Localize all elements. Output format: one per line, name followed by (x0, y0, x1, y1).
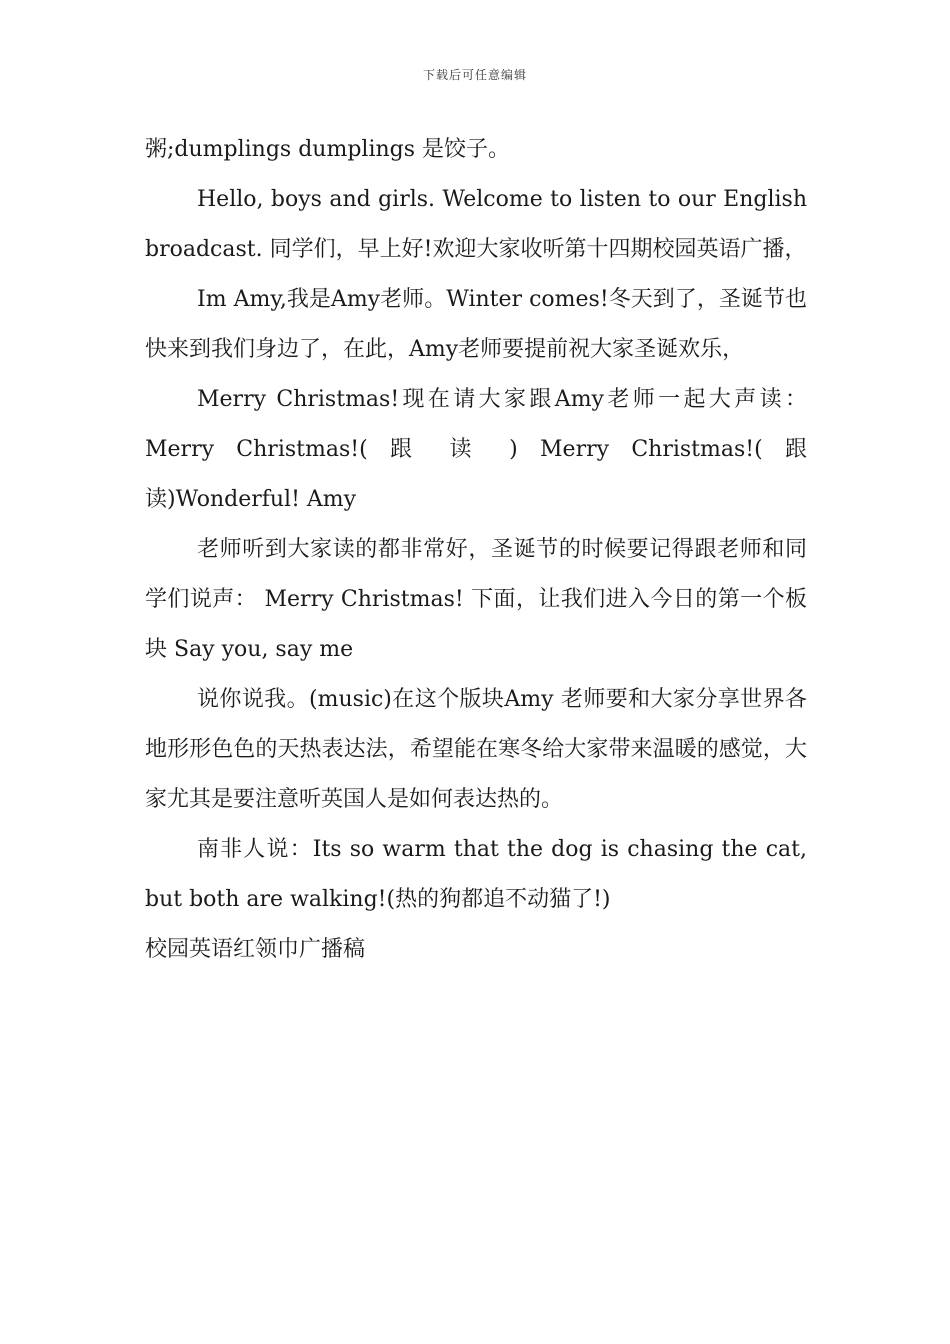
paragraph-5: 老师听到大家读的都非常好，圣诞节的时候要记得跟老师和同学们说声： Merry Christmas! 下面，让我们进入今日的第一个板块 Say you, say me (145, 537, 807, 662)
document-body (145, 125, 807, 975)
paragraph-7: 南非人说：Its so warm that the dog is chasing the cat, but both are walking!(热的狗都追不动猫了!) (145, 837, 807, 912)
paragraph-8: 校园英语红领巾广播稿 (145, 937, 366, 962)
page-header: 下载后可任意编辑 (422, 68, 527, 82)
paragraph-2: Hello, boys and girls. Welcome to listen to our English broadcast. 同学们，早上好!欢迎大家收听第十四期校园英语广播， (145, 187, 807, 262)
paragraph-1: 粥;dumplings dumplings 是饺子。 (145, 137, 511, 162)
paragraph-3: Im Amy,我是Amy老师。Winter comes!冬天到了，圣诞节也快来到我们身边了，在此，Amy老师要提前祝大家圣诞欢乐， (145, 287, 807, 362)
paragraph-6: 说你说我。(music)在这个版块Amy 老师要和大家分享世界各地形形色色的天热表达法，希望能在寒冬给大家带来温暖的感觉，大家尤其是要注意听英国人是如何表达热的。 (145, 687, 807, 812)
paragraph-4: Merry Christmas!现在请大家跟Amy老师一起大声读：Merry Christmas!( 跟 读 ) Merry Christmas!( 跟读)Wonderful! Amy (145, 387, 807, 512)
